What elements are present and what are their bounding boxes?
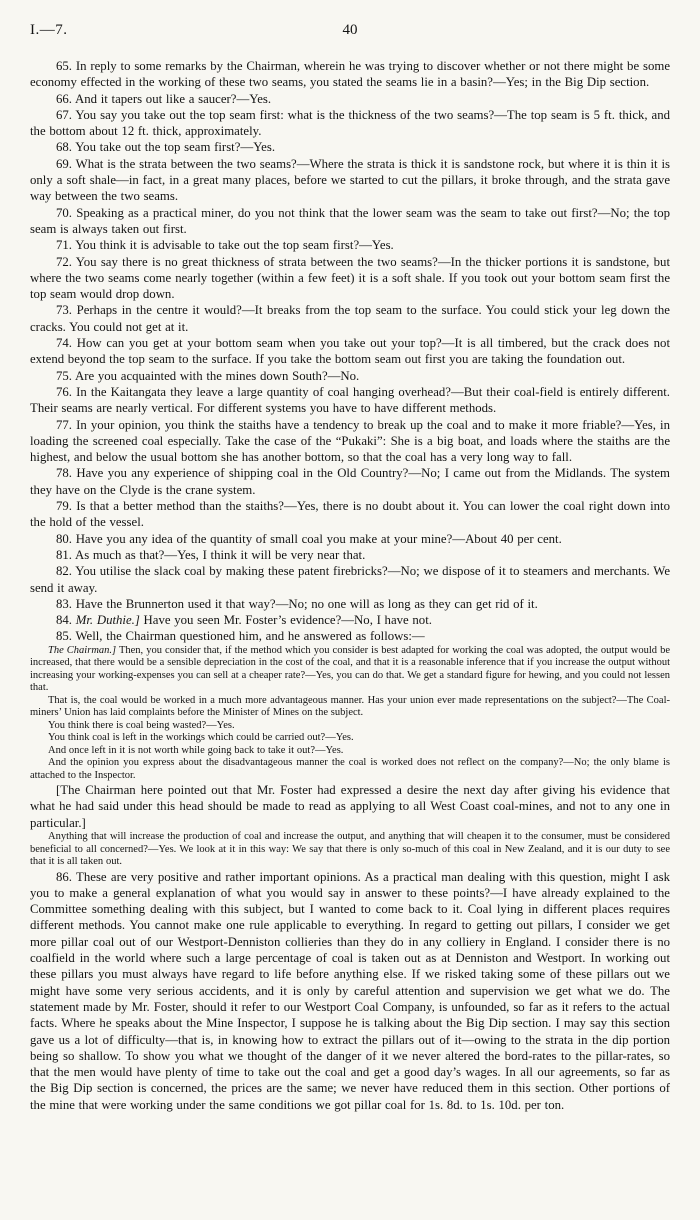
paragraph xyxy=(30,302,670,335)
paragraph xyxy=(30,695,670,720)
text-segment: 80. Have you any idea of the quantity of small coal you make at your mine?—About 40 per cent. xyxy=(56,531,562,546)
paragraph xyxy=(30,732,670,745)
text-segment: And the opinion you express about the disadvantageous manner the coal is worked does not reflect on the company?—No; the only blame is attached to the Inspector. xyxy=(30,757,670,781)
paragraph xyxy=(30,782,670,831)
text-segment: 75. Are you acquainted with the mines down South?—No. xyxy=(56,368,360,383)
paragraph xyxy=(30,869,670,1113)
paragraph xyxy=(30,831,670,869)
text-segment: 84. xyxy=(56,613,76,628)
text-segment: 86. These are very positive and rather important opinions. As a practical man dealing with this question, might I ask you to make a general explanation of what you would say in answer to these points?—I have already explained to the Committee something dealing with this subject, but I wanted to come back to it. Coal lying in different places requires different methods. You cannot make one rule applicable to everything. In regard to getting out pillars, I consider we get more pillar coal out of our Westport-Denniston collieries than they do in any colliery in England. I consider there is no coalfield in the world where such a large percentage of coal is taken out as at Denniston and Westport. In working out these pillars you must always have regard to life before anything else. If we risked taking some of these pillars out we might have some very serious accidents, and it is only by careful attention and supervision we get what we do. The statement made by Mr. Foster, should it refer to our Westport Coal Company, is unfounded, so far as it refers to the actual facts. Where he speaks about the Mine Inspector, I suppose he is talking about the Big Dip section. I may say this section gave us a lot of difficulty—that is, in knowing how to extract the pillars out of it—owing to the strata in the dip portion being so shallow. To show you what we thought of the danger of it we never altered the bord-rates to the pillar-rates, so that the men would have plenty of time to take out the coal and get a good day’s wages. In all our agreements, so far as the Big Dip section is concerned, the prices are the same; we never have reduced them in this section. Other portions of the mine that were working under the same conditions we got pillar coal for 1s. 8d. to 1s. 10d. per ton. xyxy=(30,869,670,1112)
paragraph xyxy=(30,498,670,531)
text-segment: 73. Perhaps in the centre it would?—It breaks from the top seam to the surface. You could stick your leg down the cracks. You could not get at it. xyxy=(30,303,670,334)
paragraph xyxy=(30,368,670,384)
paragraph xyxy=(30,335,670,368)
paragraph xyxy=(30,612,670,628)
paragraph xyxy=(30,465,670,498)
text-segment: 74. How can you get at your bottom seam when you take out your top?—It is all timbered, but the crack does not extend beyond the top seam to the surface. If you take the bottom seam out first you are taking the foundation out. xyxy=(30,336,670,367)
text-segment: And once left in it is not worth while going back to take it out?—Yes. xyxy=(48,744,344,756)
text-segment: 76. In the Kaitangata they leave a large quantity of coal hanging overhead?—But their coal-field is entirely different. Their seams are nearly vertical. For different systems you have to have different methods. xyxy=(30,384,670,416)
paragraph xyxy=(30,547,670,563)
paragraph xyxy=(30,628,670,644)
page-header xyxy=(30,22,670,42)
paragraph xyxy=(30,531,670,547)
paragraph xyxy=(30,139,670,155)
text-segment: 85. Well, the Chairman questioned him, and he answered as follows:— xyxy=(56,629,425,644)
document-body xyxy=(30,58,670,1113)
text-segment: That is, the coal would be worked in a much more advantageous manner. Has your union ever made representations on the subject?—The Coal-miners’ Union has laid complaints before the Minister of Mines on the subject. xyxy=(30,694,670,719)
paragraph xyxy=(30,237,670,253)
paragraph xyxy=(30,596,670,612)
paragraph xyxy=(30,156,670,205)
text-segment: 83. Have the Brunnerton used it that way?—No; no one will as long as they can get rid of it. xyxy=(56,596,538,611)
paragraph xyxy=(30,645,670,695)
text-segment: 65. In reply to some remarks by the Chairman, wherein he was trying to discover whether or not there might be some economy effected in the working of these two seams, you stated the seams lie in a basin?—Yes; in the Big Dip section. xyxy=(30,59,670,90)
page-number: 40 xyxy=(342,22,358,38)
paragraph xyxy=(30,58,670,91)
text-segment: 71. You think it is advisable to take out the top seam first?—Yes. xyxy=(56,238,394,253)
text-segment: 72. You say there is no great thickness of strata between the two seams?—In the thicker portions it is sandstone, but where the two seams come nearly together (within a few feet) it is a soft shale. If you took out your bottom seam first the top seam would drop down. xyxy=(30,254,670,302)
text-segment: 68. You take out the top seam first?—Yes. xyxy=(56,140,276,155)
text-segment: 66. And it tapers out like a saucer?—Yes. xyxy=(56,91,272,106)
paragraph xyxy=(30,205,670,238)
paragraph xyxy=(30,757,670,782)
text-segment: Then, you consider that, if the method which you consider is best adapted for working the coal was adopted, the output would be increased, that there would be a sensible depreciation in the cost of the coal, and that it is a reasonable inference that if you increase the output without increasing your working-expenses you can sell at a cheaper rate?—Yes, you can do that. We get a standard figure for hewing, and you could not lessen that. xyxy=(30,644,670,694)
paragraph xyxy=(30,91,670,107)
text-segment: You think there is coal being wasted?—Yes. xyxy=(48,719,235,731)
text-segment: 70. Speaking as a practical miner, do you not think that the lower seam was the seam to take out first?—No; the top seam is always taken out first. xyxy=(30,205,670,236)
paragraph xyxy=(30,254,670,303)
text-segment: You think coal is left in the workings which could be carried out?—Yes. xyxy=(48,732,354,744)
text-segment: 77. In your opinion, you think the staiths have a tendency to break up the coal and to make it more friable?—Yes, in loading the screened coal especially. Take the case of the “Pukaki”: She is a big boat, and loads where the staiths are the highest, and below the usual bottom she has another bottom, so that the coal has a very long way to fall. xyxy=(30,417,670,465)
document-reference: I.—7. xyxy=(30,22,68,38)
text-segment: Have you seen Mr. Foster’s evidence?—No, I have not. xyxy=(139,613,432,628)
text-segment: 67. You say you take out the top seam first: what is the thickness of the two seams?—The top seam is 5 ft. thick, and the bottom about 12 ft. thick, approximately. xyxy=(30,107,670,139)
paragraph xyxy=(30,720,670,733)
text-segment: 81. As much as that?—Yes, I think it will be very near that. xyxy=(56,547,366,562)
text-segment: [The Chairman here pointed out that Mr. Foster had expressed a desire the next day after giving his evidence that what he had said under this head should be made to read as applying to all West Coast coal-mines, and not to any one in particular.] xyxy=(30,783,670,830)
text-segment: 78. Have you any experience of shipping coal in the Old Country?—No; I came out from the Midlands. The system they have on the Clyde is the crane system. xyxy=(30,466,670,497)
paragraph xyxy=(30,563,670,596)
paragraph xyxy=(30,745,670,758)
text-segment: Anything that will increase the production of coal and increase the output, and anything that will cheapen it to the consumer, must be considered beneficial to all concerned?—Yes. We look at it in this way: We say that there is only so-much of this coal in New Zealand, and it is our duty to see that it is all taken out. xyxy=(30,831,670,868)
text-segment: 79. Is that a better method than the staiths?—Yes, there is no doubt about it. You can lower the coal right down into the hold of the vessel. xyxy=(30,499,670,530)
text-segment: 82. You utilise the slack coal by making these patent firebricks?—No; we dispose of it to steamers and merchants. We send it away. xyxy=(30,564,670,595)
paragraph xyxy=(30,107,670,140)
text-segment: Mr. Duthie.] xyxy=(75,613,140,628)
text-segment: The Chairman.] xyxy=(48,644,117,656)
text-segment: 69. What is the strata between the two seams?—Where the strata is thick it is sandstone rock, but where it is thin it is only a soft shale—in fact, in a great many places, before we started to cut the pillars, it broke through, and the strata gave way between the two seams. xyxy=(30,156,670,204)
paragraph xyxy=(30,384,670,417)
paragraph xyxy=(30,417,670,466)
